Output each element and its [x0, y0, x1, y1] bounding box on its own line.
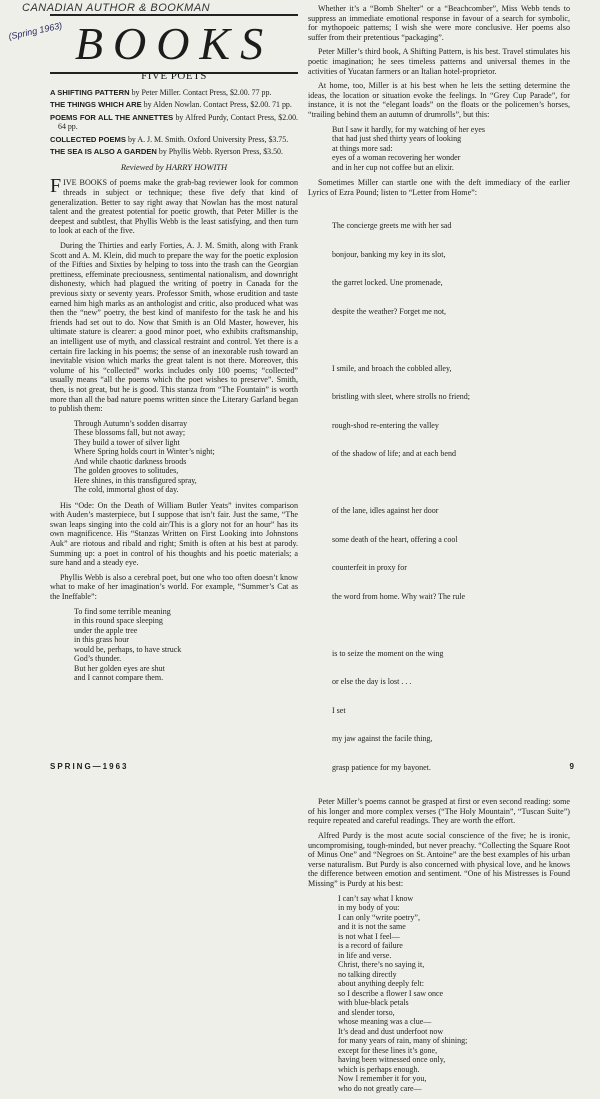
poem-line: I set: [332, 705, 346, 715]
poem-line: Where Spring holds court in Winter’s night;: [74, 447, 215, 457]
poem-line: no talking directly: [338, 969, 397, 979]
handwritten-note-top: CANADIAN AUTHOR & BOOKMAN: [22, 2, 211, 14]
book-list: [50, 88, 298, 156]
book-entry: [50, 135, 298, 144]
drop-cap: F: [50, 175, 62, 198]
reviewer-byline: Reviewed by HARRY HOWITH: [120, 162, 228, 173]
paragraph: [50, 175, 298, 236]
poem-line: These blossoms fall, but not away;: [74, 428, 186, 438]
poem-line: in this grass hour: [74, 635, 129, 645]
poem-quote: [74, 607, 298, 683]
poem-quote: [332, 125, 570, 173]
poem-line: about anything deeply felt:: [338, 979, 424, 989]
poem-line: for many years of rain, many of shining;: [338, 1036, 468, 1046]
poem-line: is a record of failure: [338, 941, 403, 951]
poem-quote: [332, 202, 570, 791]
book-title: POEMS FOR ALL THE ANNETTES: [50, 112, 174, 122]
poem-line: bonjour, banking my key in its slot,: [332, 249, 446, 259]
book-details: by A. J. M. Smith. Oxford University Press, $3.75.: [127, 134, 289, 144]
poem-line: my jaw against the facile thing,: [332, 734, 433, 744]
poem-line: or else the day is lost . . .: [332, 677, 412, 687]
poem-line: despite the weather? Forget me not,: [332, 306, 447, 316]
issue-footer: SPRING—1963: [50, 762, 129, 771]
paragraph: Peter Miller’s third book, A Shifting Pattern, is his best. Travel stimulates his poetic imagination; he sees timeless patterns and universal themes in the activities of Yucatan farmers or an Italian hotel-proprietor.: [308, 47, 570, 76]
poem-line: in my body of you:: [338, 903, 400, 913]
poem-line: of the shadow of life; and at each bend: [332, 449, 456, 459]
poem-line: bristling with sleet, where strolls no friend;: [332, 392, 470, 402]
poem-line: Christ, there’s no saying it,: [338, 960, 425, 970]
paragraph: Whether it’s a “Bomb Shelter” or a “Beachcomber”, Miss Webb tends to suppress an immediate emotional response in favour of a search for symbolic, for mythopoeic patterns; I wish she were more conclusive. Her poems also suffer from their pretentious “packaging”.: [308, 4, 570, 42]
paragraph: During the Thirties and early Forties, A. J. M. Smith, along with Frank Scott and A. M. Klein, did much to prepare the way for the poetic explosion of the Fifties and Sixties by helping to toss into the trash can the Georgian prettiness, effeminate preciousness, sentimental nationalism, and downright dishonesty, which had plagued the writing of poetry in Canada for the previous sixty or seventy years. Professor Smith, whose erudition and taste earned him high marks as an anthologist and critic, also produced what was then the “new” poetry, the best kind of manifesto for the task he and his friends had set out to do. Now that Smith is an Old Master, however, his ultimate stature is clearer: a good minor poet, who exhibits craftsmanship, an intelligent use of myth, and classical restraint and control. Yet there is a certain fire lacking in his poems; the sense of an inexorable rush toward an inevitable vision which marks the great talent is not there. Moreover, this volume of his “collected” works includes only 100 poems; “collected” usually means “all the poems which the poet wishes to preserve”. Smith, then, is not great, but he is good. This stanza from “The Fountain” is worth more than all the bad nature poems written since the Literary Garland began to publish them:: [50, 241, 298, 414]
handwritten-note-side: (Spring 1963): [7, 20, 63, 42]
poem-line: which is perhaps enough.: [338, 1064, 420, 1074]
poem-line: counterfeit in proxy for: [332, 563, 407, 573]
poem-line: so I describe a flower I saw once: [338, 988, 444, 998]
poem-line: of the lane, idles against her door: [332, 506, 439, 516]
poem-line: God’s thunder.: [74, 654, 122, 664]
poem-line: I can only “write poetry”,: [338, 912, 420, 922]
poem-line: whose meaning was a clue—: [338, 1017, 432, 1027]
paragraph: Peter Miller’s poems cannot be grasped at first or even second reading: some of his longer and more complex verses (“The Holy Mountain”, “Tuscan Suite”) require repeated and careful readings. They are worth the effort.: [308, 797, 570, 826]
poem-line: [332, 335, 570, 345]
books-title: BOOKS: [74, 18, 274, 69]
book-title: A SHIFTING PATTERN: [50, 88, 130, 97]
poem-quote: [338, 894, 570, 1094]
poem-line: except for these lines it’s gone,: [338, 1045, 438, 1055]
poem-line: rough-shod re-entering the valley: [332, 420, 439, 430]
poem-line: having been witnessed once only,: [338, 1055, 446, 1065]
poem-line: I smile, and broach the cobbled alley,: [332, 363, 452, 373]
poem-line: is to seize the moment on the wing: [332, 648, 444, 658]
poem-line: The cold, immortal ghost of day.: [74, 485, 179, 495]
poem-line: The concierge greets me with her sad: [332, 221, 452, 231]
poem-line: [332, 620, 570, 630]
book-title: COLLECTED POEMS: [50, 134, 126, 144]
poem-line: and I cannot compare them.: [74, 673, 164, 683]
paragraph: At home, too, Miller is at his best when he lets the setting determine the ideas, the location or situation evoke the feelings. In “Grey Cup Parade”, for instance, it is not the “elegant loads” on the floats or the policemen’s horses, “trailing behind them an autumn of drumrolls”, but this:: [308, 81, 570, 119]
poem-line: the word from home. Why wait? The rule: [332, 591, 465, 601]
book-entry: [50, 88, 298, 97]
left-column: [50, 64, 298, 689]
section-title: FIVE POETS: [141, 70, 207, 82]
right-column: [308, 4, 570, 1099]
poem-line: But her golden eyes are shut: [74, 663, 165, 673]
poem-line: To find some terrible meaning: [74, 606, 171, 616]
paragraph: Sometimes Miller can startle one with the deft immediacy of the earlier Lyrics of Ezra Pound; listen to “Letter from Home”:: [308, 178, 570, 197]
poem-line: who do not greatly care—: [338, 1083, 422, 1093]
poem-line: with blue-black petals: [338, 998, 409, 1008]
poem-line: Here shines, in this transfigured spray,: [74, 475, 197, 485]
poem-line: And while chaotic darkness broods: [74, 456, 187, 466]
book-entry: [50, 147, 298, 156]
poem-line: [332, 478, 570, 488]
paragraph: Alfred Purdy is the most acute social conscience of the five; he is ironic, uncompromising, tough-minded, but never preachy. “Collecting the Square Root of Minus One” and “Negroes on St. Antoine” are the best examples of his urban verse naturalism. But Purdy is also concerned with physical love, and he knows the difference between emotion and sentiment. “One of his Mistresses is Found Missing” is Purdy at his best:: [308, 831, 570, 888]
poem-line: and slender torso,: [338, 1007, 395, 1017]
book-details: by Alden Nowlan. Contact Press, $2.00. 71 pp.: [143, 100, 292, 110]
poem-line: and in her cup not coffee but an elixir.: [332, 162, 454, 172]
poem-line: Now I remember it for you,: [338, 1074, 427, 1084]
poem-line: some death of the heart, offering a cool: [332, 534, 458, 544]
poem-line: It’s dead and dust underfoot now: [338, 1026, 444, 1036]
poem-line: and it is not the same: [338, 922, 406, 932]
poem-line: Through Autumn’s sodden disarray: [74, 418, 188, 428]
poem-line: grasp patience for my bayonet.: [332, 762, 431, 772]
book-details: by Phyllis Webb. Ryerson Press, $3.50.: [158, 147, 283, 157]
book-entry: [50, 100, 298, 109]
poem-line: is not what I feel—: [338, 931, 400, 941]
paragraph: His “Ode: On the Death of William Butler Yeats” invites comparison with Auden’s masterpiece, but I suppose that isn’t fair. Just the same, “The swan leaps singing into the cold air/This is a glory not for an hour” has its own magnificence. His “Stanzas Written on First Looking into Johnstons Auk” are riotous and ribald and right; Smith is often at his best at parody. Summing up: a poet in control of his thoughts and his poetic materials; a sure hand and a steady eye.: [50, 500, 298, 568]
poem-line: the garret locked. Une promenade,: [332, 278, 443, 288]
poem-line: eyes of a woman recovering her wonder: [332, 153, 461, 163]
book-entry: [50, 113, 298, 132]
poem-line: would be, perhaps, to have struck: [74, 644, 182, 654]
page-number: 9: [569, 762, 574, 771]
book-details: by Alfred Purdy, Contact Press, $2.00. 64 pp.: [58, 112, 298, 132]
poem-line: at things more sad:: [332, 143, 393, 153]
poem-line: They build a tower of silver light: [74, 437, 180, 447]
paragraph-text: IVE BOOKS of poems make the grab-bag reviewer look for common threads in subject or technique; these five defy that kind of generalization. Better to say right away that Nowlan has the most natural talent and the greatest potential for poetic growth, that Peter Miller is the deepest and subtlest, that Phyllis Webb is the least satisfying, and then turn to look at each of the five.: [50, 178, 298, 236]
poem-line: that had just shed thirty years of looking: [332, 134, 462, 144]
book-details: by Peter Miller. Contact Press, $2.00. 77 pp.: [131, 88, 272, 97]
book-title: THE SEA IS ALSO A GARDEN: [50, 147, 157, 157]
poem-quote: [74, 419, 298, 495]
poem-line: in life and verse.: [338, 950, 392, 960]
book-title: THE THINGS WHICH ARE: [50, 100, 142, 110]
poem-line: in this round space sleeping: [74, 616, 163, 626]
poem-line: I can’t say what I know: [338, 893, 414, 903]
poem-line: The golden grooves to solitudes,: [74, 466, 179, 476]
poem-line: under the apple tree: [74, 625, 138, 635]
paragraph: Phyllis Webb is also a cerebral poet, but one who too often doesn’t know what to make of her imagination’s world. For example, “Summer’s Cat as the Ineffable”:: [50, 572, 298, 602]
poem-line: But I saw it hardly, for my watching of her eyes: [332, 124, 485, 134]
